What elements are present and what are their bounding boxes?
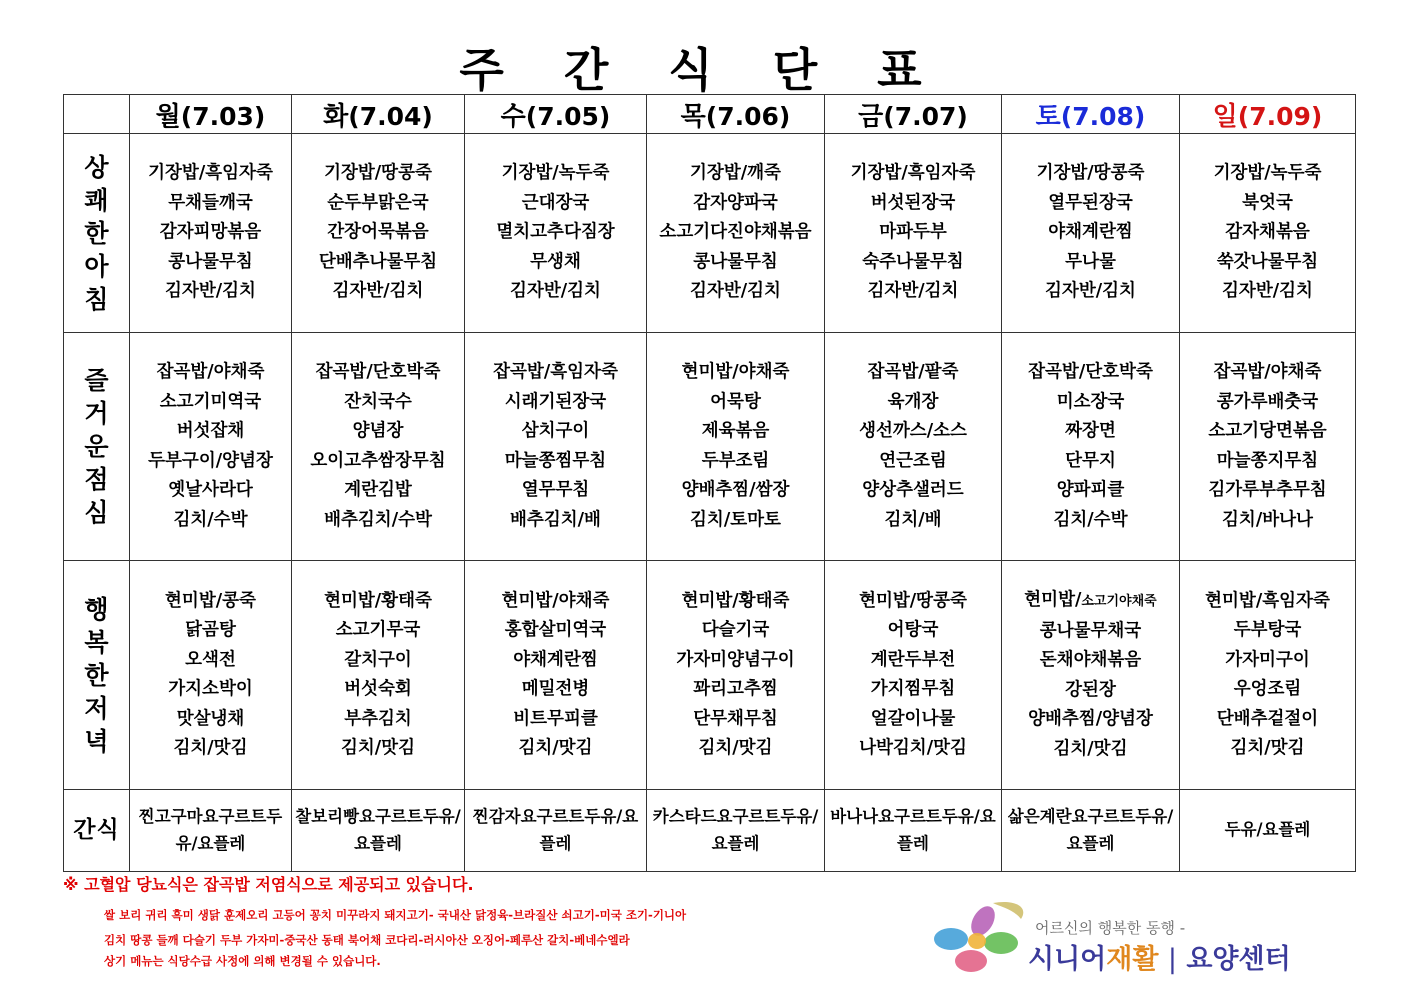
day-date: (7.05) [525,101,611,131]
menu-item: 바나나 [830,807,879,826]
dinner-label-char: 행 [84,594,109,624]
menu-item: 열무무침 [521,480,590,500]
dinner-cell [292,561,465,790]
menu-item: 양배추찜/양념장 [1028,709,1153,729]
menu-item: 기장밥/녹두죽 [501,163,610,184]
menu-item: 김치/배 [884,509,942,530]
menu-item: 소고기다진야채볶음 [659,222,812,243]
menu-item: 콩나물무침 [168,251,253,272]
lunch-label-char: 거 [84,399,109,428]
menu-item: 단무채무침 [693,708,778,729]
menu-item: 삼치구이 [521,421,590,441]
menu-item: 돈채야채볶음 [1039,650,1142,670]
lunch-cell [647,333,825,561]
menu-change-note: 상기 메뉴는 식당수급 사정에 의해 변경될 수 있습니다. [104,954,381,968]
menu-item: 어탕국 [887,620,939,640]
menu-item: 소고기미역국 [159,391,262,412]
menu-item: 기장밥/녹두죽 [1213,163,1322,184]
menu-item: 단무지 [1065,450,1116,471]
menu-item: 두유/요플레 [897,807,996,853]
menu-item: 현미밥/황태죽 [681,590,790,611]
menu-item: 김자반/김치 [510,281,601,302]
menu-item: 기장밥/땅콩죽 [324,163,432,184]
menu-item: 김치/수박 [173,509,248,530]
lunch-row [64,333,1356,561]
menu-item: 가지찜무침 [870,679,956,699]
logo-name-part2: 재활 [1106,944,1159,975]
menu-item: 요구르트 [1071,807,1136,826]
menu-item: 가지소박이 [168,679,253,699]
snack-cell [465,790,647,872]
lunch-label [64,333,130,561]
menu-item: 찰보리빵 [295,807,360,826]
menu-item: 잔치국수 [344,391,412,412]
menu-item: 기장밥/땅콩죽 [1036,163,1145,184]
menu-item: 나박김치/맛김 [859,738,967,758]
menu-item: 부추김치 [344,708,412,729]
menu-item: 김치/수박 [1053,509,1128,530]
menu-item: 현미밥/야채죽 [681,362,790,382]
lunch-label-char: 점 [84,465,109,494]
menu-item: 요구르트 [716,807,781,826]
menu-item: 두부구이/양념장 [148,450,273,471]
menu-item: 강된장 [1065,679,1116,700]
menu-item: 김자반/김치 [1045,281,1136,302]
breakfast-label-char: 쾌 [84,185,109,215]
snack-cell [1180,790,1356,872]
menu-item: 어묵탕 [710,391,761,412]
day-name: 수 [500,101,526,132]
menu-item: 제육볶음 [701,421,770,441]
lunch-cell [825,333,1002,561]
menu-item: 열무된장국 [1048,192,1133,213]
menu-item: 콩나물무채국 [1039,620,1142,641]
breakfast-cell [647,134,825,333]
menu-item: 콩가루배춧국 [1216,391,1319,412]
breakfast-cell [1180,134,1356,333]
menu-item: 북엇국 [1242,192,1293,213]
menu-item: 버섯숙회 [344,679,412,699]
diet-note: ※ 고혈압 당뇨식은 잡곡밥 저염식으로 제공되고 있습니다. [63,875,474,894]
menu-item: 김치/맛김 [1053,738,1128,759]
day-header [465,95,647,134]
breakfast-cell [292,134,465,333]
logo-name-part3: 요양센터 [1186,944,1291,975]
menu-item: 오색전 [185,649,236,670]
day-header-row [64,95,1356,134]
menu-item: 홍합살미역국 [504,620,607,640]
menu-item: 마늘쫑지무침 [1216,450,1319,471]
menu-item: 찐고구마 [138,807,203,826]
menu-item: 콩나물무침 [693,251,778,272]
menu-item: 양상추샐러드 [862,480,964,500]
menu-item: 요구르트 [202,807,267,826]
dinner-cell [647,561,825,790]
menu-item: 옛날사라다 [168,480,253,500]
lunch-label-char: 운 [84,432,109,461]
menu-item: 카스타드 [652,807,717,826]
breakfast-cell [825,134,1002,333]
menu-item: 짜장면 [1065,421,1116,441]
menu-item: 잡곡밥/야채죽 [156,362,265,382]
lunch-cell [1180,333,1356,561]
day-date: (7.07) [883,101,968,131]
menu-item: 감자채볶음 [1225,222,1310,243]
page-title: 주 간 식 단 표 [459,43,944,97]
lunch-cell [1002,333,1180,561]
menu-item: 두유/요플레 [539,807,639,853]
day-header [130,95,292,134]
dinner-label-char: 한 [84,660,109,690]
menu-item: 배추김치/수박 [324,509,432,530]
logo-name-part1: 시니어 [1028,944,1107,975]
menu-item: 김치/맛김 [518,738,593,758]
day-header [647,95,825,134]
menu-item: 소고기당면볶음 [1208,421,1327,441]
menu-item: 무나물 [1065,251,1116,272]
menu-item: 감자피망볶음 [159,222,262,243]
weekly-menu-table [63,94,1356,872]
day-date: (7.06) [705,101,791,131]
menu-item: 가자미구이 [1225,649,1310,670]
menu-item: 미소장국 [1056,391,1125,412]
menu-item: 시래기된장국 [504,391,607,412]
menu-item: 현미밥/야채죽 [501,590,610,611]
day-name: 목 [680,101,706,132]
menu-item: 양념장 [352,421,404,441]
menu-item: 연근조림 [879,450,947,471]
menu-item: 배추김치/배 [510,509,601,530]
menu-item: 기장밥/흑임자죽 [148,163,273,184]
menu-item: 육개장 [887,391,939,412]
menu-item: 현미밥/황태죽 [324,590,432,611]
menu-item: 찐감자 [472,807,521,826]
menu-item: 양파피클 [1056,480,1125,500]
menu-item: 무생채 [530,251,581,272]
day-name: 월 [155,101,181,132]
menu-item: 버섯된장국 [870,192,956,213]
dinner-cell [1002,561,1180,790]
menu-item: 김자반/김치 [332,281,424,302]
menu-item: 김치/토마토 [690,509,781,530]
menu-item: 마늘쫑찜무침 [504,450,607,471]
logo-tagline: 어르신의 행복한 동행 - [1035,919,1186,937]
dinner-cell [825,561,1002,790]
menu-item: 요구르트 [878,807,942,826]
snack-cell [292,790,465,872]
menu-item: 현미밥/콩죽 [165,590,256,611]
menu-item: 두유/요플레 [1224,820,1311,840]
flower-logo-icon [925,897,1030,982]
menu-item: 김치/맛김 [1230,738,1305,758]
snack-cell [825,790,1002,872]
menu-item: 김치/맛김 [173,738,248,758]
breakfast-cell [1002,134,1180,333]
day-date: (7.04) [348,101,433,131]
menu-item: 무채들깨국 [168,192,253,213]
menu-item: 순두부맑은국 [327,192,429,213]
dinner-label-char: 저 [84,693,109,723]
day-header [292,95,465,134]
menu-item: 야채계란찜 [513,649,598,670]
menu-item: 요구르트 [359,807,423,826]
menu-item: 잡곡밥/흑임자죽 [493,362,618,382]
breakfast-cell [130,134,292,333]
menu-item: 잡곡밥/야채죽 [1213,362,1322,382]
center-logo [925,897,1355,982]
snack-cell [130,790,292,872]
menu-item: 현미밥/소고기야채죽 [1024,590,1157,610]
menu-item: 김자반/김치 [867,281,959,302]
menu-item: 기장밥/깨죽 [690,163,781,184]
menu-item: 꽈리고추찜 [693,679,778,699]
day-date: (7.08) [1060,101,1146,131]
breakfast-row [64,134,1356,333]
breakfast-label-char: 한 [84,218,109,248]
breakfast-label-char: 아 [84,251,109,281]
dinner-label-char: 녁 [84,726,109,756]
menu-item: 소고기무국 [335,620,421,640]
menu-item: 숙주나물무침 [862,251,964,272]
menu-item: 단배추겉절이 [1216,708,1319,729]
menu-item: 잡곡밥/단호박죽 [1028,362,1153,382]
lunch-cell [465,333,647,561]
breakfast-cell [465,134,647,333]
breakfast-label [64,134,130,333]
day-name: 일 [1212,101,1238,132]
snack-cell [647,790,825,872]
menu-item: 갈치구이 [344,649,412,670]
menu-item: 기장밥/흑임자죽 [850,163,976,184]
menu-item: 비트무피클 [513,708,598,729]
menu-item: 두유/요플레 [175,807,283,853]
menu-item: 간장어묵볶음 [327,222,429,243]
logo-name [1028,937,1291,976]
menu-item: 근대장국 [521,192,590,213]
menu-item: 김치/맛김 [698,738,773,758]
menu-item: 버섯잡채 [176,421,245,441]
menu-item: 감자양파국 [693,192,778,213]
snack-cell [1002,790,1180,872]
day-date: (7.03) [180,101,266,131]
menu-item: 두부조림 [701,450,770,471]
dinner-cell [130,561,292,790]
dinner-cell [465,561,647,790]
menu-item: 마파두부 [879,222,947,243]
menu-item: 두유/요플레 [1066,807,1174,853]
menu-item: 다슬기국 [701,620,770,640]
menu-item: 두유/요플레 [711,807,819,853]
corner-cell [64,95,130,134]
menu-item: 닭곰탕 [185,620,236,640]
day-header [1180,95,1356,134]
snack-label: 간식 [64,790,130,872]
day-name: 토 [1035,101,1061,132]
menu-item: 김치/맛김 [340,738,415,758]
menu-item: 현미밥/흑임자죽 [1205,590,1330,611]
dinner-label [64,561,130,790]
menu-item: 야채계란찜 [1048,222,1133,243]
menu-item: 잡곡밥/단호박죽 [315,362,441,382]
day-date: (7.09) [1237,101,1323,131]
menu-item: 김자반/김치 [690,281,781,302]
menu-item: 두부탕국 [1233,620,1302,640]
breakfast-label-char: 상 [84,152,109,182]
lunch-cell [130,333,292,561]
breakfast-label-char: 침 [84,284,109,314]
menu-item: 요구르트 [520,807,585,826]
snack-row [64,790,1356,872]
menu-item: 양배추찜/쌈장 [681,480,790,500]
menu-item: 메밀전병 [521,679,590,699]
menu-item: 잡곡밥/팥죽 [867,362,959,382]
menu-item: 계란김밥 [344,480,412,500]
lunch-label-char: 즐 [84,366,109,395]
menu-item: 단배추나물무침 [318,251,438,272]
menu-item: 삶은계란 [1007,807,1072,826]
logo-divider: | [1167,944,1177,975]
menu-item: 오이고추쌈장무침 [310,450,446,471]
lunch-cell [292,333,465,561]
menu-item: 두유/요플레 [354,807,461,853]
day-name: 화 [323,101,349,132]
menu-item: 쑥갓나물무침 [1216,251,1319,272]
menu-item: 멸치고추다짐장 [496,222,615,243]
menu-item: 현미밥/땅콩죽 [859,590,967,611]
menu-item: 맛살냉채 [176,708,245,729]
menu-item: 가자미양념구이 [676,649,795,670]
menu-item: 우엉조림 [1233,679,1302,699]
origin-note-2: 김치 땅콩 들깨 다슬기 두부 가자미-중국산 동태 북어채 코다리-러시아산 오징어-페루산 갈치-베네수엘라 [104,933,630,947]
day-header [1002,95,1180,134]
day-name: 금 [858,101,884,132]
menu-item: 김자반/김치 [165,281,256,302]
origin-note-1: 쌀 보리 귀리 흑미 생닭 훈제오리 고등어 꽁치 미꾸라지 돼지고기- 국내산 닭정육-브라질산 쇠고기-미국 조기-기니아 [104,908,687,922]
dinner-row [64,561,1356,790]
menu-item: 계란두부전 [870,649,956,670]
dinner-label-char: 복 [84,627,109,657]
menu-item: 김자반/김치 [1222,281,1313,302]
dinner-cell [1180,561,1356,790]
menu-item: 김치/바나나 [1222,509,1313,530]
day-header [825,95,1002,134]
menu-item: 김가루부추무침 [1208,480,1327,500]
menu-item: 얼갈이나물 [870,708,956,729]
lunch-label-char: 심 [84,498,109,527]
menu-item: 생선까스/소스 [859,421,967,441]
